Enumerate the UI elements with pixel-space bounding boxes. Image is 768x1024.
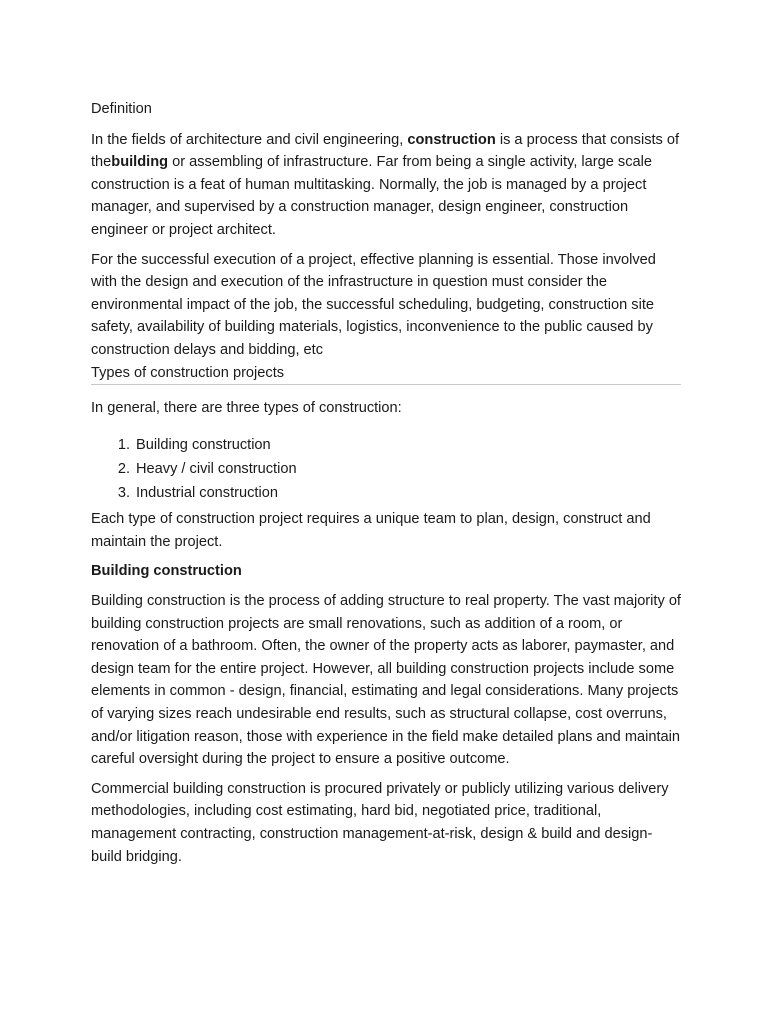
- definition-paragraph-1: [91, 129, 681, 242]
- definition-heading: Definition: [91, 101, 152, 117]
- list-number: 1.: [117, 436, 130, 453]
- definition-text-3: or assembling of infrastructure. Far from being a single activity, large scale construction is a feat of human multitasking. Normally, the job is managed by a project manager, and supervised by a construction manager, design engineer, construction engineer or project architect.: [91, 154, 653, 238]
- building-construction-heading: Building construction: [91, 563, 242, 580]
- list-item: [91, 434, 681, 457]
- list-item: [91, 482, 681, 505]
- list-label: Heavy / civil construction: [136, 460, 297, 477]
- list-item: [91, 458, 681, 481]
- bold-building: building: [111, 154, 169, 171]
- construction-types-list: [91, 434, 681, 505]
- bold-construction: construction: [407, 131, 496, 148]
- building-paragraph-2: Commercial building construction is procured privately or publicly utilizing various delivery methodologies, including cost estimating, hard bid, negotiated price, traditional, management contracting, construction management-at-risk, design & build and design-build bridging.: [91, 780, 669, 865]
- document-page: [91, 98, 681, 868]
- types-intro: In general, there are three types of construction:: [91, 400, 402, 417]
- list-number: 3.: [117, 484, 130, 501]
- definition-text-2: is a process that consists of the: [91, 131, 680, 171]
- definition-text-1: In the fields of architecture and civil engineering,: [91, 131, 408, 148]
- list-label: Industrial construction: [136, 484, 278, 501]
- types-summary: Each type of construction project requires a unique team to plan, design, construct and maintain the project.: [91, 511, 651, 550]
- list-label: Building construction: [136, 436, 271, 453]
- building-paragraph-1: Building construction is the process of adding structure to real property. The vast majority of building construction projects are small renovations, such as addition of a room, or renovation of a bathroom. Often, the owner of the property acts as laborer, paymaster, and design team for the entire project. However, all building construction projects include some elements in common - design, financial, estimating and legal considerations. Many projects of varying sizes reach undesirable end results, such as structural collapse, cost overruns, and/or litigation reason, those with experience in the field make detailed plans and maintain careful oversight during the project to ensure a positive outcome.: [91, 593, 681, 768]
- types-heading: Types of construction projects: [91, 362, 681, 386]
- definition-paragraph-2: For the successful execution of a project, effective planning is essential. Those involved with the design and execution of the infrastructure in question must consider the environmental impact of the job, the successful scheduling, budgeting, construction site safety, availability of building materials, logistics, inconvenience to the public caused by construction delays and bidding, etc: [91, 251, 656, 358]
- list-number: 2.: [117, 460, 130, 477]
